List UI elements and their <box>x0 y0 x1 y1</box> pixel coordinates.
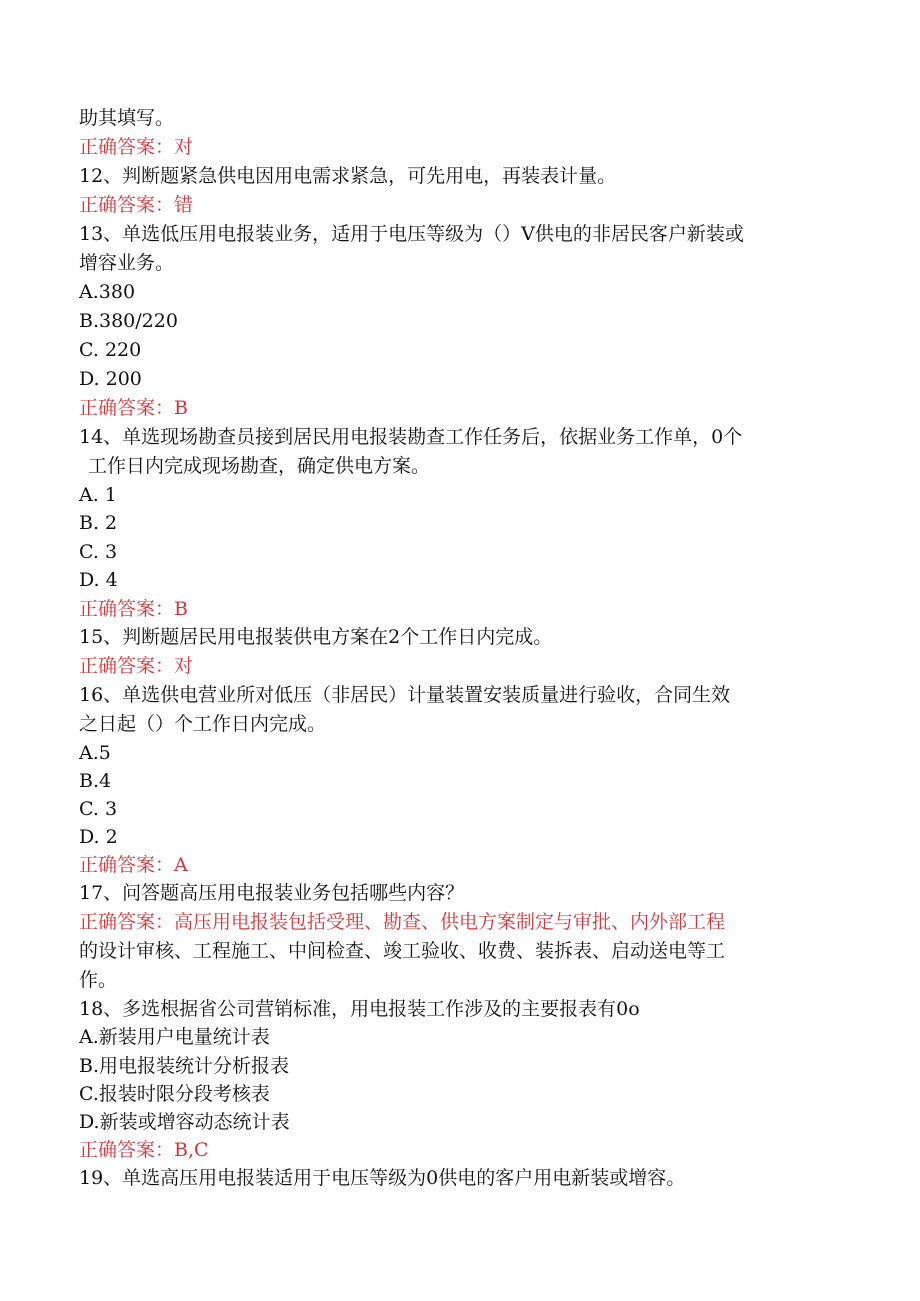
text-line: 助其填写。 <box>79 107 175 129</box>
answer-line: 正确答案：错 <box>79 194 194 216</box>
question-19: 19、单选高压用电报装适用于电压等级为0供电的客户用电新装或增容。 <box>79 1167 686 1189</box>
question-15: 15、判断题居民用电报装供电方案在2个工作日内完成。 <box>79 626 553 648</box>
answer-line: 正确答案：对 <box>79 136 194 158</box>
option-line: A. 1 <box>79 484 117 506</box>
option-line: D.新装或增容动态统计表 <box>79 1111 290 1133</box>
answer-line: 正确答案：B <box>79 598 188 620</box>
question-16: 16、单选供电营业所对低压（非居民）计量装置安装质量进行验收，合同生效 <box>79 684 731 706</box>
text-line: 工作日内完成现场勘查，确定供电方案。 <box>88 455 431 477</box>
option-line: B.用电报装统计分析报表 <box>79 1055 290 1077</box>
answer-line: 正确答案：对 <box>79 655 194 677</box>
text-line: 的设计审核、工程施工、中间检查、竣工验收、收费、装拆表、启动送电等工 <box>79 940 726 962</box>
question-13: 13、单选低压用电报装业务，适用于电压等级为（）V供电的非居民客户新装或 <box>79 223 744 245</box>
option-line: C. 3 <box>79 541 118 563</box>
option-line: B.380/220 <box>79 310 178 332</box>
option-line: A.5 <box>79 742 111 764</box>
option-line: D. 2 <box>79 826 118 848</box>
option-line: B. 2 <box>79 512 118 534</box>
answer-line: 正确答案：高压用电报装包括受理、勘查、供电方案制定与审批、内外部工程 <box>79 911 726 933</box>
text-line: 之日起（）个工作日内完成。 <box>79 713 327 735</box>
option-line: A.380 <box>79 281 136 303</box>
answer-line: 正确答案：B,C <box>79 1139 209 1161</box>
option-line: D. 200 <box>79 368 142 390</box>
option-line: C.报装时限分段考核表 <box>79 1083 270 1105</box>
option-line: A.新装用户电量统计表 <box>79 1026 270 1048</box>
option-line: C. 3 <box>79 798 118 820</box>
answer-line: 正确答案：A <box>79 854 188 876</box>
text-line: 增容业务。 <box>79 252 175 274</box>
question-17: 17、问答题高压用电报装业务包括哪些内容？ <box>79 882 465 904</box>
option-line: C. 220 <box>79 339 142 361</box>
option-line: D. 4 <box>79 569 118 591</box>
question-12: 12、判断题紧急供电因用电需求紧急，可先用电，再装表计量。 <box>79 165 617 187</box>
option-line: B.4 <box>79 770 112 792</box>
question-18: 18、多选根据省公司营销标准，用电报装工作涉及的主要报表有0o <box>79 998 640 1020</box>
question-14: 14、单选现场勘查员接到居民用电报装勘查工作任务后，依据业务工作单，0个 <box>79 426 743 448</box>
text-line: 作。 <box>79 969 118 991</box>
answer-line: 正确答案：B <box>79 397 188 419</box>
